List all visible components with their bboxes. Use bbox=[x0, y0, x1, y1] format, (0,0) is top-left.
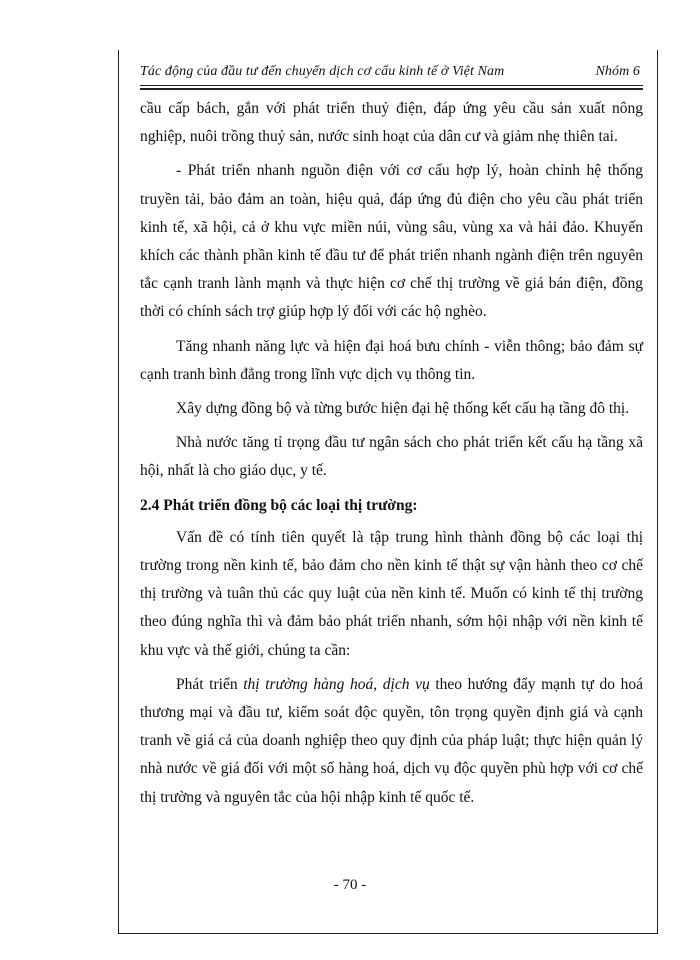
emphasis-text: thị trường hàng hoá, dịch vụ bbox=[243, 675, 430, 693]
paragraph-continuation: cầu cấp bách, gắn với phát triển thuỷ điện, đáp ứng yêu cầu sản xuất nông nghiệp, nuôi trồng thuỷ sản, nước sinh hoạt của dân cư và giảm nhẹ thiên tai. bbox=[140, 100, 643, 146]
document-body bbox=[140, 95, 643, 818]
section-heading: 2.4 Phát triển đồng bộ các loại thị trường: bbox=[140, 496, 418, 514]
paragraph-urban-infrastructure: Xây dựng đồng bộ và từng bước hiện đại hệ thống kết cấu hạ tầng đô thị. bbox=[176, 400, 630, 418]
paragraph-social-infrastructure: Nhà nước tăng tỉ trọng đầu tư ngân sách cho phát triển kết cấu hạ tầng xã hội, nhất là cho giáo dục, y tế. bbox=[140, 434, 643, 480]
paragraph-goods-services-market bbox=[140, 671, 643, 812]
paragraph-text: Phát triển bbox=[176, 675, 244, 693]
paragraph-text: theo hướng đẩy mạnh tự do hoá thương mại và đầu tư, kiểm soát độc quyền, tôn trọng quyền định giá và cạnh tranh về giá cả của doanh nghiệp theo quy định của pháp luật; thực hiện quản lý nhà nước về giá đối với một số hàng hoá, dịch vụ độc quyền phù hợp với cơ chế thị trường và nguyên tắc của hội nhập kinh tế quốc tế. bbox=[140, 675, 643, 806]
header-rule-thick bbox=[140, 88, 643, 90]
paragraph-markets-intro: Vấn đề có tính tiên quyết là tập trung hình thành đồng bộ các loại thị trường trong nền kinh tế, bảo đảm cho nền kinh tế thật sự vận hành theo cơ chế thị trường và tuân thủ các quy luật của nền kinh tế. Muốn có kinh tế thị trường theo đúng nghĩa thì và đảm bảo phát triển nhanh, sớm hội nhập với nền kinh tế khu vực và thế giới, chúng ta cần: bbox=[140, 528, 643, 659]
paragraph-power-sources: - Phát triển nhanh nguồn điện với cơ cấu hợp lý, hoàn chỉnh hệ thống truyền tải, bảo đảm an toàn, hiệu quả, đáp ứng đủ điện cho yêu cầu phát triển kinh tế, xã hội, cả ở khu vực miền núi, vùng sâu, vùng xa và hải đảo. Khuyến khích các thành phần kinh tế đầu tư để phát triển nhanh ngành điện trên nguyên tắc cạnh tranh lành mạnh và thực hiện cơ chế thị trường về giá bán điện, đồng thời có chính sách trợ giúp hợp lý đối với các hộ nghèo. bbox=[140, 162, 643, 321]
header-title: Tác động của đầu tư đến chuyển dịch cơ cấu kinh tế ở Việt Nam bbox=[140, 64, 505, 79]
header-rule bbox=[140, 85, 643, 86]
page-header bbox=[140, 62, 640, 84]
paragraph-telecom: Tăng nhanh năng lực và hiện đại hoá bưu chính - viễn thông; bảo đảm sự cạnh tranh bình đẳng trong lĩnh vực dịch vụ thông tin. bbox=[140, 337, 643, 383]
page-number: - 70 - bbox=[333, 877, 367, 893]
header-group: Nhóm 6 bbox=[595, 64, 640, 79]
